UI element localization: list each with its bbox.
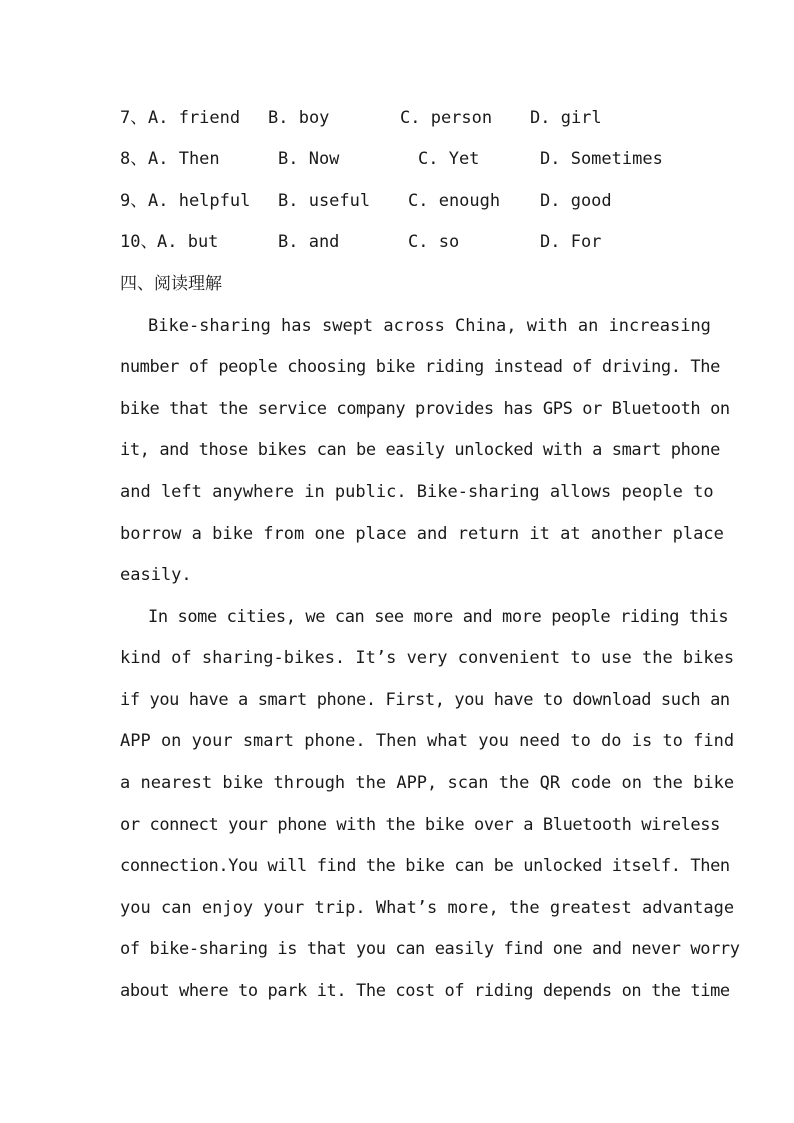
paragraph-line: In some cities, we can see more and more people riding this	[148, 607, 729, 627]
paragraph-line: if you have a smart phone. First, you have to download such an	[120, 690, 730, 710]
option-c: C. person	[400, 108, 493, 128]
paragraph-line: and left anywhere in public. Bike-sharing allows people to	[120, 482, 714, 502]
option-c: C. so	[408, 232, 460, 252]
paragraph-line: borrow a bike from one place and return it at another place	[120, 524, 724, 544]
option-b: B. Now	[278, 149, 340, 169]
option-a: A. but	[157, 232, 219, 252]
section-heading: 四、阅读理解	[120, 274, 222, 294]
paragraph-line: you can enjoy your trip. What’s more, the greatest advantage	[120, 898, 735, 918]
question-number: 8、	[120, 149, 148, 169]
paragraph-line: bike that the service company provides has GPS or Bluetooth on	[120, 399, 730, 419]
option-a: A. helpful	[148, 191, 251, 211]
paragraph-line: APP on your smart phone. Then what you need to do is to find	[120, 731, 735, 751]
question-8-options	[120, 147, 663, 171]
option-b: B. useful	[278, 191, 371, 211]
option-b: B. and	[278, 232, 340, 252]
paragraph-line: Bike-sharing has swept across China, with an increasing	[148, 316, 711, 336]
paragraph-line: about where to park it. The cost of riding depends on the time	[120, 981, 730, 1001]
question-number: 10、	[120, 232, 158, 252]
paragraph-line: it, and those bikes can be easily unlocked with a smart phone	[120, 440, 720, 460]
option-c: C. Yet	[418, 149, 480, 169]
paragraph-line: kind of sharing-bikes. It’s very convenient to use the bikes	[120, 648, 735, 668]
paragraph-line: of bike-sharing is that you can easily find one and never worry	[120, 939, 740, 959]
paragraph-line: connection.You will find the bike can be unlocked itself. Then	[120, 856, 730, 876]
paragraph-line: easily.	[120, 565, 192, 585]
question-number: 9、	[120, 191, 148, 211]
option-c: C. enough	[408, 191, 501, 211]
paragraph-line: a nearest bike through the APP, scan the QR code on the bike	[120, 773, 735, 793]
paragraph-line: number of people choosing bike riding instead of driving. The	[120, 357, 720, 377]
option-a: A. friend	[148, 108, 241, 128]
option-d: D. For	[540, 232, 602, 252]
question-10-options	[120, 230, 602, 254]
option-b: B. boy	[268, 108, 330, 128]
paragraph-line: or connect your phone with the bike over a Bluetooth wireless	[120, 815, 720, 835]
question-9-options	[120, 189, 612, 213]
option-d: D. girl	[530, 108, 602, 128]
option-d: D. good	[540, 191, 612, 211]
option-a: A. Then	[148, 149, 220, 169]
question-7-options	[120, 106, 602, 130]
option-d: D. Sometimes	[540, 149, 663, 169]
question-number: 7、	[120, 108, 148, 128]
